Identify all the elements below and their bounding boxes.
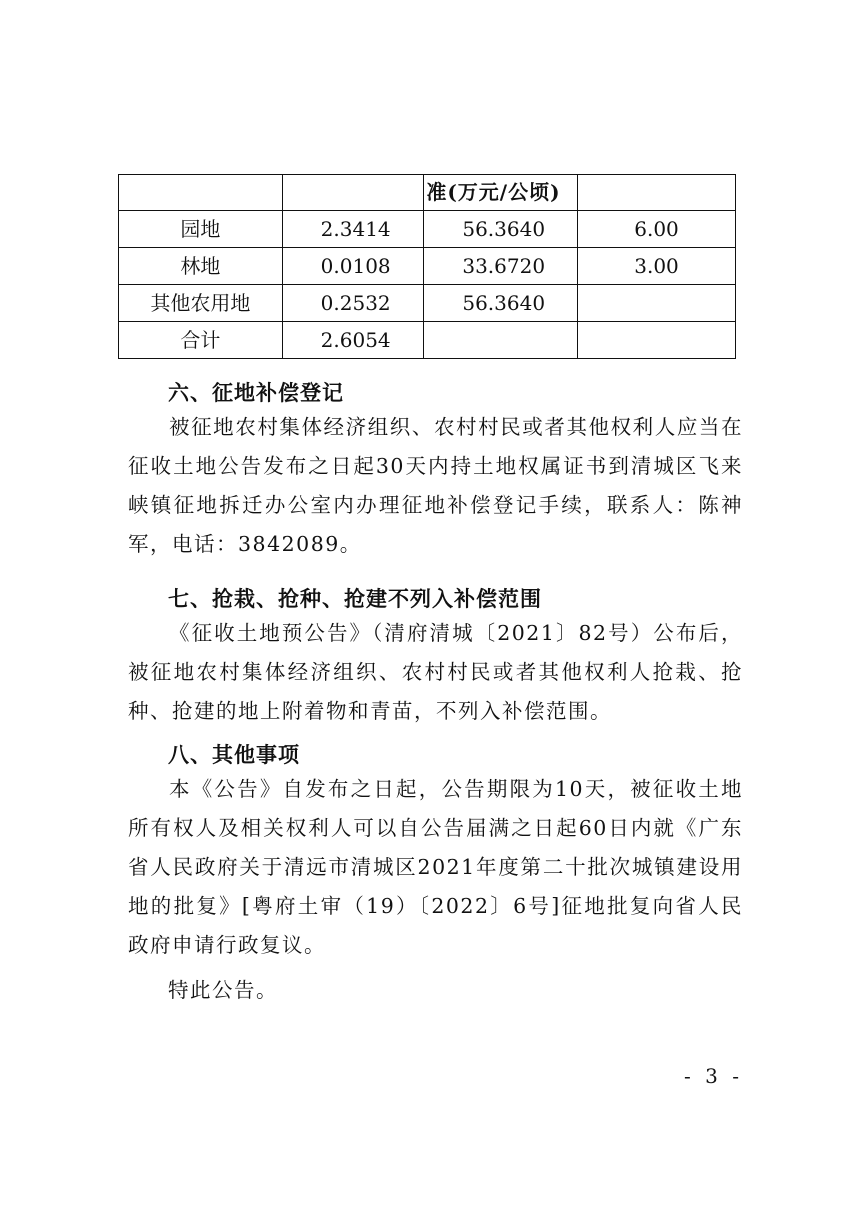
closing-text: 特此公告。: [168, 978, 278, 1002]
extra-cell: [578, 285, 736, 322]
section-6-title: 六、征地补偿登记: [168, 381, 344, 405]
land-type-cell: 合计: [119, 322, 283, 359]
table-row: [119, 248, 736, 285]
table-row: [119, 285, 736, 322]
table-header-cell: [282, 175, 424, 211]
section-6-body: 被征地农村集体经济组织、农村村民或者其他权利人应当在征收土地公告发布之日起30天内持土地权属证书到清城区飞来峡镇征地拆迁办公室内办理征地补偿登记手续，联系人：陈神军，电话：3842089。: [128, 415, 743, 556]
standard-cell: 33.6720: [424, 248, 578, 285]
extra-cell: [578, 322, 736, 359]
land-type-cell: 林地: [119, 248, 283, 285]
land-type-cell: 其他农用地: [119, 285, 283, 322]
extra-cell: 6.00: [578, 211, 736, 248]
land-type-cell: 园地: [119, 211, 283, 248]
area-cell: 0.0108: [282, 248, 424, 285]
extra-cell: 3.00: [578, 248, 736, 285]
table-header-cell: [578, 175, 736, 211]
area-cell: 2.3414: [282, 211, 424, 248]
table-header-cell: 准(万元/公顷): [424, 175, 578, 211]
area-cell: 2.6054: [282, 322, 424, 359]
table-row: [119, 322, 736, 359]
table-header-row: [119, 175, 736, 211]
section-8-title: 八、其他事项: [168, 743, 300, 767]
standard-cell: 56.3640: [424, 211, 578, 248]
section-7-body: 《征收土地预公告》（清府清城〔2021〕82号）公布后，被征地农村集体经济组织、农村村民或者其他权利人抢栽、抢种、抢建的地上附着物和青苗，不列入补偿范围。: [128, 621, 743, 723]
table-row: [119, 211, 736, 248]
page-number: - 3 -: [684, 1064, 743, 1088]
standard-cell: 56.3640: [424, 285, 578, 322]
section-7-title: 七、抢栽、抢种、抢建不列入补偿范围: [168, 587, 542, 611]
table-header-cell: [119, 175, 283, 211]
section-8-body: 本《公告》自发布之日起，公告期限为10天，被征收土地所有权人及相关权利人可以自公告届满之日起60日内就《广东省人民政府关于清远市清城区2021年度第二十批次城镇建设用地的批复》[粤府土审（19）〔2022〕6号]征地批复向省人民政府申请行政复议。: [128, 777, 743, 957]
standard-cell: [424, 322, 578, 359]
compensation-table: [118, 174, 736, 359]
area-cell: 0.2532: [282, 285, 424, 322]
